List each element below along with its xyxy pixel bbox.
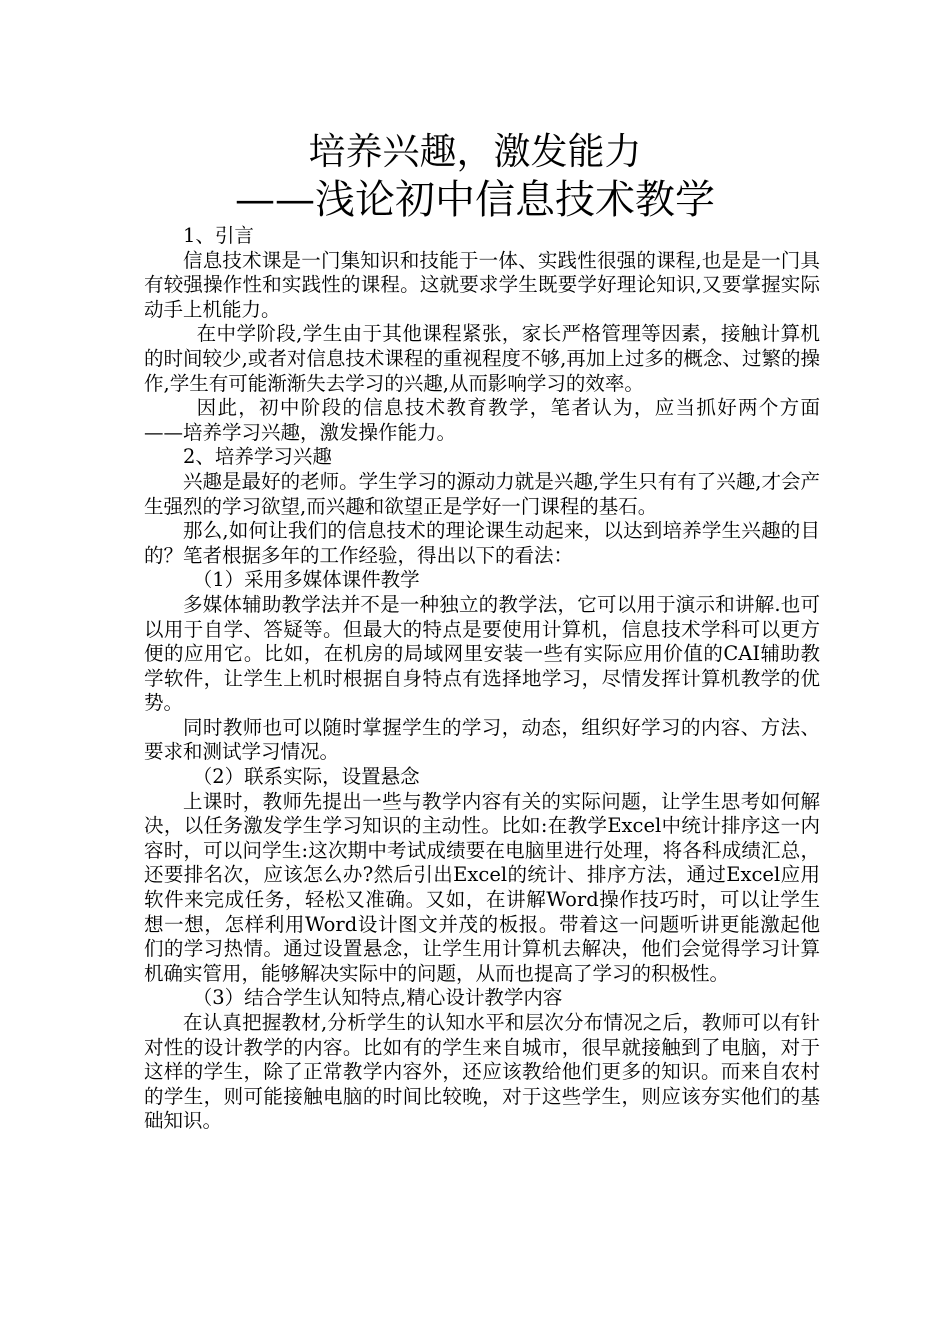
subsection-heading: （3）结合学生认知特点,精心设计教学内容	[192, 986, 563, 1010]
document-title: 培养兴趣，激发能力	[308, 130, 642, 173]
title-block	[0, 128, 950, 224]
subsection-heading: （1）采用多媒体课件教学	[192, 568, 420, 592]
document-subtitle: ——浅论初中信息技术教学	[235, 177, 715, 223]
body-paragraph: 因此，初中阶段的信息技术教育教学，笔者认为，应当抓好两个方面——培养学习兴趣，激发操作能力。	[144, 396, 820, 444]
body-paragraph: 上课时，教师先提出一些与教学内容有关的实际问题，让学生思考如何解决，以任务激发学生学习知识的主动性。比如:在教学Excel中统计排序这一内容时，可以问学生:这次期中考试成绩要在电脑里进行处理，将各科成绩汇总，还要排名次，应该怎么办?然后引出Excel的统计、排序方法，通过Excel应用软件来完成任务，轻松又准确。又如，在讲解Word操作技巧时，可以让学生想一想，怎样利用Word设计图文并茂的板报。带着这一问题听讲更能激起他们的学习热情。通过设置悬念，让学生用计算机去解决，他们会觉得学习计算机确实管用，能够解决实际中的问题，从而也提高了学习的积极性。	[144, 789, 820, 985]
body-paragraph: 在中学阶段,学生由于其他课程紧张，家长严格管理等因素，接触计算机的时间较少,或者对信息技术课程的重视程度不够,再加上过多的概念、过繁的操作,学生有可能渐渐失去学习的兴趣,从而影响学习的效率。	[144, 322, 820, 395]
section-heading: 2、培养学习兴趣	[183, 445, 332, 469]
document-body	[144, 224, 820, 1134]
body-paragraph: 兴趣是最好的老师。学生学习的源动力就是兴趣,学生只有有了兴趣,才会产生强烈的学习欲望,而兴趣和欲望正是学好一门课程的基石。	[144, 469, 820, 518]
body-paragraph: 多媒体辅助教学法并不是一种独立的教学法，它可以用于演示和讲解.也可以用于自学、答疑等。但最大的特点是要使用计算机，信息技术学科可以更方便的应用它。比如，在机房的局域网里安装一些有实际应用价值的CAI辅助教学软件，让学生上机时根据自身特点有选择地学习，尽情发挥计算机教学的优势。	[144, 592, 820, 715]
body-paragraph: 在认真把握教材,分析学生的认知水平和层次分布情况之后，教师可以有针对性的设计教学的内容。比如有的学生来自城市，很早就接触到了电脑，对于这样的学生，除了正常教学内容外，还应该教给他们更多的知识。而来自农村的学生，则可能接触电脑的时间比较晚，对于这些学生，则应该夯实他们的基础知识。	[144, 1011, 820, 1133]
subsection-heading: （2）联系实际，设置悬念	[192, 765, 420, 789]
body-paragraph: 信息技术课是一门集知识和技能于一体、实践性很强的课程,也是是一门具有较强操作性和实践性的课程。这就要求学生既要学好理论知识,又要掌握实际动手上机能力。	[144, 248, 820, 321]
section-heading: 1、引言	[183, 224, 254, 247]
body-paragraph: 同时教师也可以随时掌握学生的学习，动态，组织好学习的内容、方法、要求和测试学习情况。	[144, 715, 820, 764]
body-paragraph: 那么,如何让我们的信息技术的理论课生动起来，以达到培养学生兴趣的目的？笔者根据多年的工作经验，得出以下的看法：	[144, 519, 820, 567]
